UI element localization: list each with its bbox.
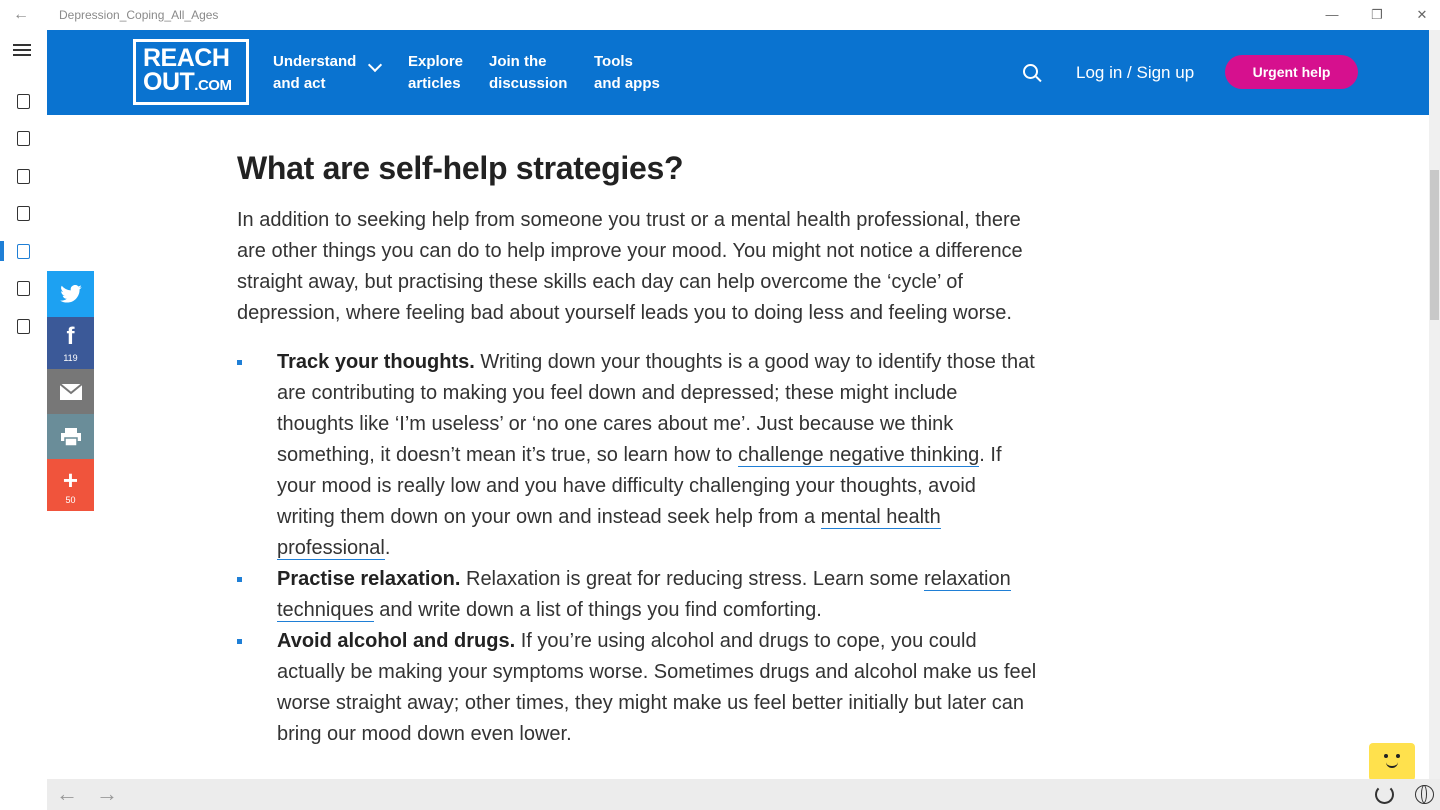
print-button[interactable] — [47, 414, 94, 459]
more-share-count: 50 — [65, 495, 76, 505]
chatbot-smiley-icon[interactable] — [1369, 743, 1415, 781]
bottom-toolbar — [47, 779, 1440, 810]
email-share-button[interactable] — [47, 369, 94, 414]
nav-understand-and-act[interactable]: Understand and act — [273, 51, 356, 95]
hamburger-menu-icon[interactable] — [13, 44, 33, 60]
nav-join-the-discussion[interactable]: Join the discussion — [489, 53, 568, 92]
page-thumb-icon[interactable] — [17, 94, 30, 109]
page-thumb-icon[interactable] — [17, 131, 30, 146]
globe-icon[interactable] — [1415, 785, 1434, 804]
article-content — [237, 150, 1037, 750]
forward-arrow-icon[interactable]: → — [96, 781, 118, 806]
page-thumb-icon[interactable] — [17, 169, 30, 184]
bullet-icon — [237, 360, 242, 365]
bullet-icon — [237, 577, 242, 582]
facebook-icon: f — [66, 323, 75, 350]
bullet-icon — [237, 639, 242, 644]
print-icon — [61, 428, 81, 446]
tips-list — [237, 347, 1037, 750]
article-heading: What are self-help strategies? — [237, 150, 684, 186]
site-header — [47, 30, 1429, 115]
chevron-down-icon[interactable] — [368, 58, 382, 72]
login-signup-link[interactable]: Log in / Sign up — [1076, 63, 1195, 82]
facebook-share-count: 119 — [63, 353, 78, 363]
urgent-help-button[interactable]: Urgent help — [1225, 55, 1358, 89]
active-page-indicator — [0, 241, 4, 261]
email-icon — [60, 384, 82, 400]
twitter-share-button[interactable] — [47, 271, 94, 317]
more-share-button[interactable] — [47, 459, 94, 511]
minimize-button[interactable]: — — [1325, 7, 1339, 22]
relaxation-techniques-link[interactable]: relaxation techniques — [277, 568, 1011, 621]
list-item: Track your thoughts. Writing down your thoughts is a good way to identify those that are contributing to making you feel down and depressed; these might include thoughts like ‘I’m useless’ or ‘no one cares about me’. Just because we think something, it doesn’t mean it’s true, so learn how to challenge negative thinking. If your mood is really low and you have difficulty challenging your thoughts, avoid writing them down on your own and instead seek help from a mental health professional. — [237, 347, 1037, 564]
window-titlebar — [0, 0, 1440, 30]
list-item: Avoid alcohol and drugs. If you’re using alcohol and drugs to cope, you could actually be making your symptoms worse. Sometimes drugs and alcohol make us feel worse straight away; other times, they might make us feel better initially but later can bring our mood down even lower. — [237, 626, 1037, 750]
facebook-share-button[interactable] — [47, 317, 94, 369]
reader-sidebar — [0, 30, 47, 810]
window-title: Depression_Coping_All_Ages — [59, 8, 219, 22]
article-intro: In addition to seeking help from someone you trust or a mental health professional, there are other things you can do to help improve your mood. You might not notice a difference straight away, but practising these skills each day can help overcome the ‘cycle’ of depression, where feeling bad about yourself leads you to doing less and feeling worse. — [237, 209, 1023, 324]
page-thumb-icon[interactable] — [17, 206, 30, 221]
back-arrow-icon[interactable]: ← — [56, 781, 78, 806]
page-thumb-icon[interactable] — [17, 319, 30, 334]
nav-explore-articles[interactable]: Explore articles — [408, 53, 464, 92]
window-back-icon[interactable]: ← — [13, 6, 29, 23]
page-thumb-active-icon[interactable] — [17, 244, 30, 259]
scrollbar-thumb[interactable] — [1430, 170, 1439, 320]
refresh-icon[interactable] — [1375, 785, 1394, 804]
nav-tools-and-apps[interactable]: Tools and apps — [594, 53, 660, 92]
challenge-negative-thinking-link[interactable]: challenge negative thinking — [738, 444, 980, 466]
twitter-icon — [60, 285, 82, 303]
reachout-logo[interactable]: REACH OUT.COM — [133, 39, 249, 105]
search-icon[interactable] — [1023, 64, 1041, 82]
mental-health-professional-link[interactable]: mental health professional — [277, 506, 941, 559]
vertical-scrollbar[interactable] — [1429, 30, 1440, 780]
close-button[interactable]: ✕ — [1416, 7, 1428, 22]
list-item: Practise relaxation. Relaxation is great for reducing stress. Learn some relaxation techniques and write down a list of things you find comforting. — [237, 564, 1037, 626]
restore-button[interactable]: ❐ — [1371, 7, 1383, 22]
plus-icon: + — [62, 465, 79, 495]
page-thumb-icon[interactable] — [17, 281, 30, 296]
